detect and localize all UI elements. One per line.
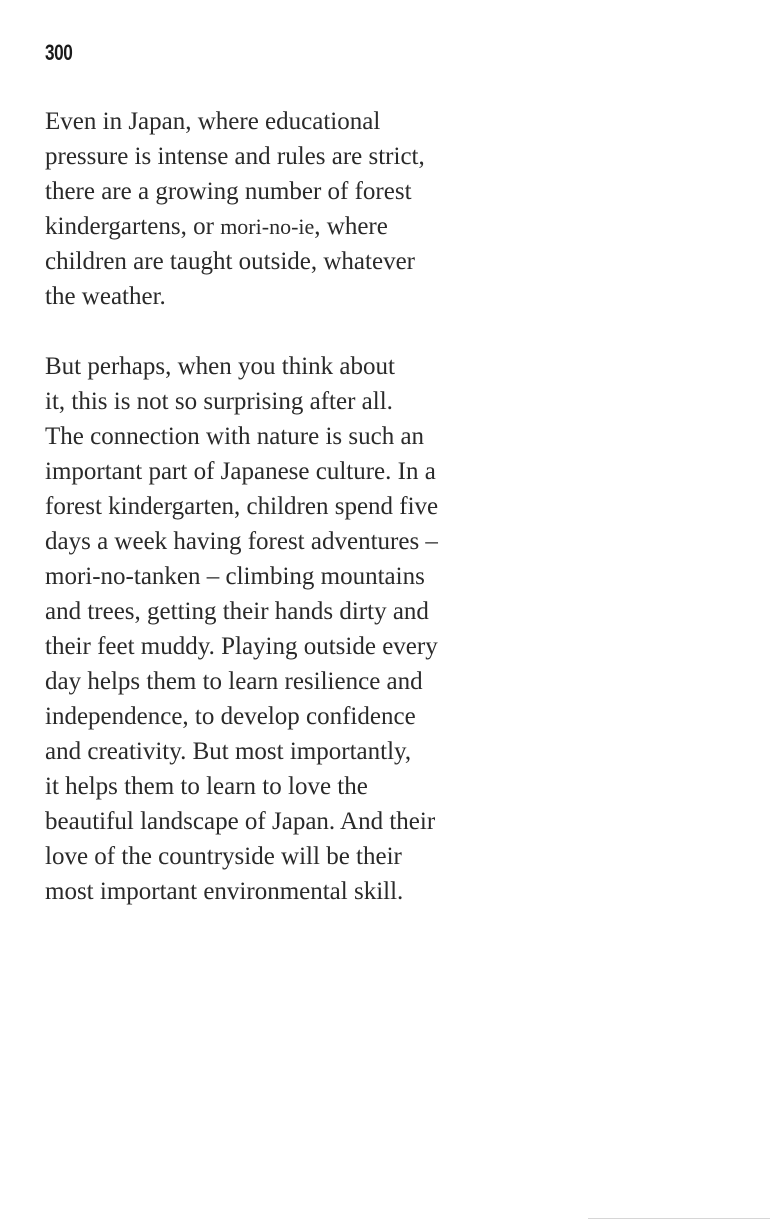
text-line: independence, to develop confidence [45,703,416,730]
text-line: mori-no-tanken – climbing mountains [45,563,425,590]
text-line: pressure is intense and rules are strict, [45,143,425,170]
japanese-term: mori-no-ie [220,214,315,239]
text-line: and trees, getting their hands dirty and [45,598,429,625]
text-line: Even in Japan, where educational [45,108,381,135]
text-line: their feet muddy. Playing outside every [45,633,438,660]
text-line: beautiful landscape of Japan. And their [45,808,436,835]
text-line [45,209,505,244]
paragraph-nature-connection [45,349,505,909]
text-line: forest kindergarten, children spend five [45,493,439,520]
text-line: love of the countryside will be their [45,843,402,870]
page-edge-line [588,1218,770,1219]
text-line: the weather. [45,283,166,310]
text-line: days a week having forest adventures – [45,528,438,555]
text-line: day helps them to learn resilience and [45,668,423,695]
text-line: important part of Japanese culture. In a [45,458,436,485]
text-line: most important environmental skill. [45,878,404,905]
page-number: 300 [45,40,73,65]
text-line: The connection with nature is such an [45,423,425,450]
text-segment: , where [314,213,388,240]
text-line: it helps them to learn to love the [45,773,368,800]
paragraph-forest-kindergartens [45,104,505,314]
text-line: there are a growing number of forest [45,178,412,205]
text-segment: kindergartens, or [45,213,221,240]
text-line: children are taught outside, whatever [45,248,415,275]
text-line: it, this is not so surprising after all. [45,388,393,415]
text-line: But perhaps, when you think about [45,353,395,380]
text-line: and creativity. But most importantly, [45,738,412,765]
